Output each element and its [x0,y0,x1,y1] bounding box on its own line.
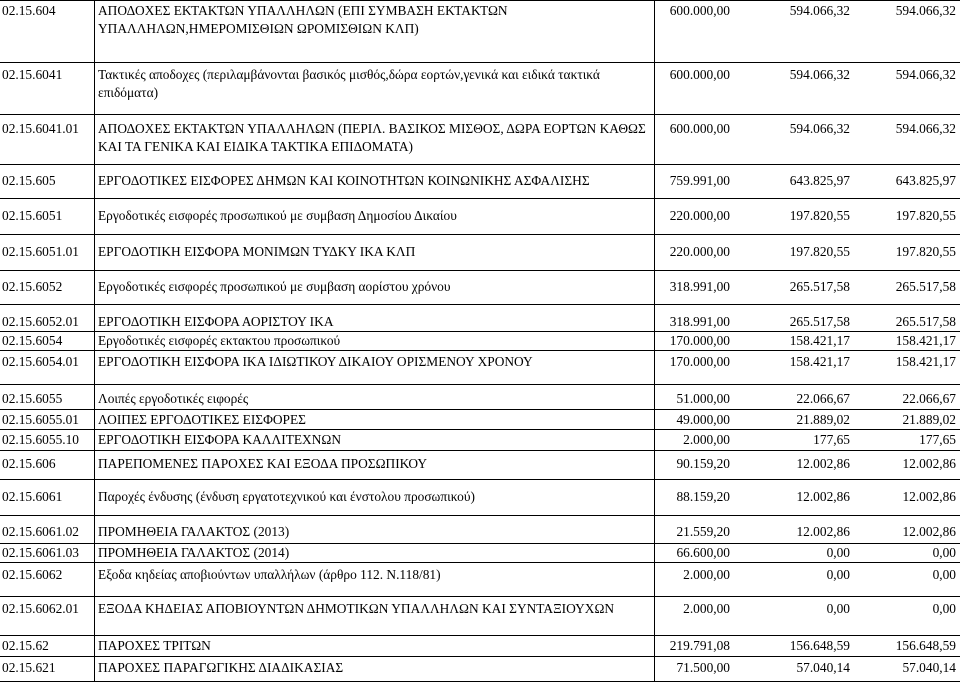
budget-amount: 170.000,00 [669,333,730,348]
budget-amount: 170.000,00 [669,354,730,369]
budget-amount: 49.000,00 [676,412,730,427]
paid-amount: 0,00 [932,545,956,560]
committed-amount: 12.002,86 [796,524,850,539]
paid-amount: 177,65 [919,432,956,447]
committed-amount: 197.820,55 [789,208,850,223]
account-code: 02.15.606 [2,456,56,471]
row-divider [0,114,960,115]
column-divider [94,0,95,682]
budget-amount: 90.159,20 [676,456,730,471]
paid-amount: 0,00 [932,601,956,616]
account-code: 02.15.621 [2,660,56,675]
paid-amount: 158.421,17 [895,333,956,348]
account-code: 02.15.6061.02 [2,524,79,539]
committed-amount: 177,65 [813,432,850,447]
committed-amount: 594.066,32 [789,67,850,82]
committed-amount: 158.421,17 [789,354,850,369]
account-description: Τακτικές αποδοχες (περιλαμβάνονται βασικός μισθός,δώρα εορτών,γενικά και ειδικά τακτικά επιδόματα) [98,67,600,100]
paid-amount: 594.066,32 [895,3,956,18]
account-code: 02.15.605 [2,173,56,188]
account-description: ΕΡΓΟΔΟΤΙΚΗ ΕΙΣΦΟΡΑ ΜΟΝΙΜΩΝ ΤΥΔΚΥ ΙΚΑ ΚΛΠ [98,244,416,259]
account-code: 02.15.6055.01 [2,412,79,427]
row-divider [0,656,960,657]
paid-amount: 57.040,14 [902,660,956,675]
row-divider [0,164,960,165]
account-code: 02.15.604 [2,3,56,18]
paid-amount: 594.066,32 [895,67,956,82]
row-divider [0,479,960,480]
budget-amount: 220.000,00 [669,208,730,223]
account-description: ΕΡΓΟΔΟΤΙΚΗ ΕΙΣΦΟΡΑ ΙΚΑ ΙΔΙΩΤΙΚΟΥ ΔΙΚΑΙΟΥ ΟΡΙΣΜΕΝΟΥ ΧΡΟΝΟΥ [98,354,533,369]
account-code: 02.15.6055.10 [2,432,79,447]
account-code: 02.15.6041.01 [2,121,79,136]
row-divider [0,635,960,636]
row-divider [0,562,960,563]
paid-amount: 158.421,17 [895,354,956,369]
committed-amount: 12.002,86 [796,456,850,471]
budget-amount: 600.000,00 [669,3,730,18]
budget-amount: 66.600,00 [676,545,730,560]
committed-amount: 57.040,14 [796,660,850,675]
committed-amount: 0,00 [826,545,850,560]
committed-amount: 265.517,58 [789,279,850,294]
account-description: Παροχές ένδυσης (ένδυση εργατοτεχνικού και ένστολου προσωπικού) [98,489,475,504]
committed-amount: 0,00 [826,601,850,616]
row-divider [0,62,960,63]
budget-amount: 51.000,00 [676,391,730,406]
account-code: 02.15.6051 [2,208,63,223]
account-code: 02.15.6041 [2,67,63,82]
paid-amount: 0,00 [932,567,956,582]
committed-amount: 12.002,86 [796,489,850,504]
account-description: Εργοδοτικές εισφορές προσωπικού με συμβαση Δημοσίου Δικαίου [98,208,457,223]
account-code: 02.15.6054.01 [2,354,79,369]
committed-amount: 21.889,02 [796,412,850,427]
account-code: 02.15.6054 [2,333,63,348]
account-code: 02.15.6052.01 [2,314,79,329]
paid-amount: 265.517,58 [895,314,956,329]
paid-amount: 12.002,86 [902,524,956,539]
paid-amount: 265.517,58 [895,279,956,294]
committed-amount: 197.820,55 [789,244,850,259]
budget-amount: 759.991,00 [669,173,730,188]
committed-amount: 156.648,59 [789,638,850,653]
paid-amount: 22.066,67 [902,391,956,406]
budget-amount: 318.991,00 [669,314,730,329]
account-code: 02.15.6062.01 [2,601,79,616]
committed-amount: 594.066,32 [789,121,850,136]
account-code: 02.15.6061 [2,489,63,504]
budget-amount: 21.559,20 [676,524,730,539]
account-code: 02.15.6055 [2,391,63,406]
account-description: ΑΠΟΔΟΧΕΣ ΕΚΤΑΚΤΩΝ ΥΠΑΛΛΗΛΩΝ (ΕΠΙ ΣΥΜΒΑΣΗ ΕΚΤΑΚΤΩΝ ΥΠΑΛΛΗΛΩΝ,ΗΜΕΡΟΜΙΣΘΙΩΝ ΩΡΟΜΙΣΘΙΩΝ ΚΛΠ) [98,3,508,36]
budget-amount: 88.159,20 [676,489,730,504]
account-code: 02.15.6061.03 [2,545,79,560]
committed-amount: 594.066,32 [789,3,850,18]
committed-amount: 0,00 [826,567,850,582]
account-description: ΕΞΟΔΑ ΚΗΔΕΙΑΣ ΑΠΟΒΙΟΥΝΤΩΝ ΔΗΜΟΤΙΚΩΝ ΥΠΑΛΛΗΛΩΝ ΚΑΙ ΣΥΝΤΑΞΙΟΥΧΩΝ [98,601,615,616]
account-description: ΠΑΡΕΠΟΜΕΝΕΣ ΠΑΡΟΧΕΣ ΚΑΙ ΕΞΟΔΑ ΠΡΟΣΩΠΙΚΟΥ [98,456,428,471]
account-code: 02.15.6052 [2,279,63,294]
row-divider [0,350,960,351]
paid-amount: 21.889,02 [902,412,956,427]
account-description: ΕΡΓΟΔΟΤΙΚΕΣ ΕΙΣΦΟΡΕΣ ΔΗΜΩΝ ΚΑΙ ΚΟΙΝΟΤΗΤΩΝ ΚΟΙΝΩΝΙΚΗΣ ΑΣΦΑΛΙΣΗΣ [98,173,590,188]
budget-amount: 2.000,00 [683,432,730,447]
paid-amount: 12.002,86 [902,489,956,504]
row-divider [0,234,960,235]
row-divider [0,198,960,199]
account-code: 02.15.62 [2,638,49,653]
account-code: 02.15.6051.01 [2,244,79,259]
committed-amount: 22.066,67 [796,391,850,406]
committed-amount: 265.517,58 [789,314,850,329]
account-description: ΛΟΙΠΕΣ ΕΡΓΟΔΟΤΙΚΕΣ ΕΙΣΦΟΡΕΣ [98,412,306,427]
row-divider [0,515,960,516]
budget-amount: 220.000,00 [669,244,730,259]
row-divider [0,429,960,430]
account-description: Εργοδοτικές εισφορές προσωπικού με συμβαση αορίστου χρόνου [98,279,451,294]
row-divider [0,0,960,1]
account-description: ΑΠΟΔΟΧΕΣ ΕΚΤΑΚΤΩΝ ΥΠΑΛΛΗΛΩΝ (ΠΕΡΙΛ. ΒΑΣΙΚΟΣ ΜΙΣΘΟΣ, ΔΩΡΑ ΕΟΡΤΩΝ ΚΑΘΩΣ ΚΑΙ ΤΑ ΓΕΝΙΚΑ ΚΑΙ ΕΙΔΙΚΑ ΤΑΚΤΙΚΑ ΕΠΙΔΟΜΑΤΑ) [98,121,646,154]
paid-amount: 197.820,55 [895,244,956,259]
budget-amount: 2.000,00 [683,601,730,616]
budget-amount: 2.000,00 [683,567,730,582]
paid-amount: 12.002,86 [902,456,956,471]
row-divider [0,596,960,597]
budget-amount: 318.991,00 [669,279,730,294]
budget-amount: 600.000,00 [669,121,730,136]
paid-amount: 156.648,59 [895,638,956,653]
account-description: ΠΑΡΟΧΕΣ ΤΡΙΤΩΝ [98,638,211,653]
account-description: ΠΡΟΜΗΘΕΙΑ ΓΑΛΑΚΤΟΣ (2013) [98,524,290,539]
row-divider [0,450,960,451]
account-description: Εξοδα κηδείας αποβιούντων υπαλλήλων (άρθρο 112. Ν.118/81) [98,567,441,582]
row-divider [0,304,960,305]
row-divider [0,384,960,385]
account-code: 02.15.6062 [2,567,63,582]
paid-amount: 643.825,97 [895,173,956,188]
account-description: ΠΡΟΜΗΘΕΙΑ ΓΑΛΑΚΤΟΣ (2014) [98,545,290,560]
account-description: Λοιπές εργοδοτικές ειφορές [98,391,249,406]
account-description: Εργοδοτικές εισφορές εκτακτου προσωπικού [98,333,341,348]
account-description: ΕΡΓΟΔΟΤΙΚΗ ΕΙΣΦΟΡΑ ΑΟΡΙΣΤΟΥ ΙΚΑ [98,314,334,329]
budget-amount: 71.500,00 [676,660,730,675]
row-divider [0,409,960,410]
budget-amount: 600.000,00 [669,67,730,82]
account-description: ΠΑΡΟΧΕΣ ΠΑΡΑΓΩΓΙΚΗΣ ΔΙΑΔΙΚΑΣΙΑΣ [98,660,344,675]
account-description: ΕΡΓΟΔΟΤΙΚΗ ΕΙΣΦΟΡΑ ΚΑΛΛΙΤΕΧΝΩΝ [98,432,342,447]
paid-amount: 594.066,32 [895,121,956,136]
paid-amount: 197.820,55 [895,208,956,223]
budget-amount: 219.791,08 [669,638,730,653]
committed-amount: 643.825,97 [789,173,850,188]
committed-amount: 158.421,17 [789,333,850,348]
row-divider [0,270,960,271]
